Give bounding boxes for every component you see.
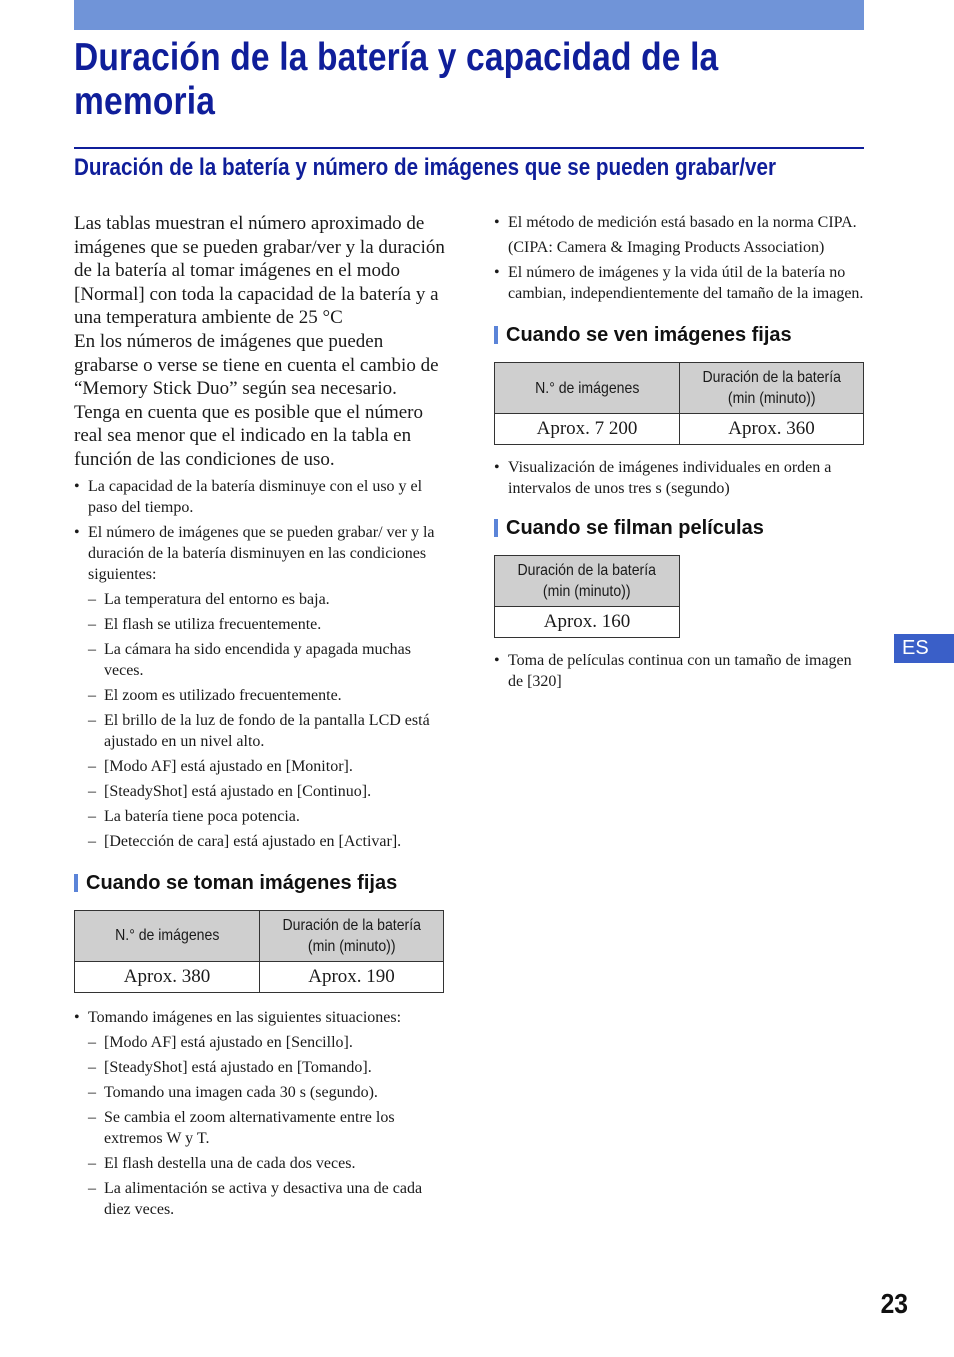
left-column — [74, 212, 446, 1220]
header-color-bar — [74, 0, 864, 30]
list-item: – La cámara ha sido encendida y apagada muchas veces. — [74, 639, 446, 681]
right-column — [494, 212, 864, 692]
heading-marker — [494, 326, 498, 344]
language-tab: ES — [894, 634, 954, 663]
playback-notes — [494, 457, 864, 499]
still-capture-table — [74, 910, 444, 993]
still-capture-notes — [74, 1007, 446, 1220]
still-capture-heading — [74, 870, 446, 896]
page-title: Duración de la batería y capacidad de la memoria — [74, 36, 719, 123]
table-header: Duración de la batería (min (minuto)) — [495, 556, 680, 607]
list-item: – El flash se utiliza frecuentemente. — [74, 614, 446, 635]
playback-heading — [494, 322, 864, 348]
intro-paragraph: Las tablas muestran el número aproximado de imágenes que se pueden grabar/ver y la duración de la batería al tomar imágenes en el modo [Normal] con toda la capacidad de la batería y a una temperatura ambiente de 25 °C — [74, 213, 445, 329]
intro-paragraph: En los números de imágenes que pueden grabarse o verse se tiene en cuenta el cambio de “Memory Stick Duo” según sea necesario. — [74, 330, 439, 400]
list-item: – [Modo AF] está ajustado en [Monitor]. — [74, 756, 446, 777]
list-item: • El método de medición está basado en la norma CIPA. — [494, 212, 864, 233]
list-item: – [SteadyShot] está ajustado en [Continuo]. — [74, 781, 446, 802]
list-item: • La capacidad de la batería disminuye con el uso y el paso del tiempo. — [74, 476, 446, 518]
list-item: – El flash destella una de cada dos veces. — [74, 1153, 446, 1174]
table-header: Duración de la batería (min (minuto)) — [680, 363, 864, 414]
playback-table — [494, 362, 864, 445]
title-rule — [74, 147, 864, 149]
list-item: – La temperatura del entorno es baja. — [74, 589, 446, 610]
list-item: • Toma de películas continua con un tamaño de imagen de [320] — [494, 650, 864, 692]
still-capture-heading-label: Cuando se toman imágenes fijas — [86, 871, 398, 894]
intro-text — [74, 212, 446, 472]
list-item: • El número de imágenes que se pueden grabar/ ver y la duración de la batería disminuyen en las condiciones siguientes: — [74, 522, 446, 585]
notes-list — [74, 476, 446, 852]
measurement-notes — [494, 212, 864, 304]
list-item: – Tomando una imagen cada 30 s (segundo). — [74, 1082, 446, 1103]
movie-heading — [494, 515, 864, 541]
table-cell: Aprox. 360 — [680, 414, 864, 445]
page-number: 23 — [880, 1288, 908, 1319]
list-item: – [SteadyShot] está ajustado en [Tomando]. — [74, 1057, 446, 1078]
heading-marker — [494, 519, 498, 537]
list-item: (CIPA: Camera & Imaging Products Association) — [508, 239, 825, 256]
list-item: – [Modo AF] está ajustado en [Sencillo]. — [74, 1032, 446, 1053]
list-item: – La alimentación se activa y desactiva una de cada diez veces. — [74, 1178, 446, 1220]
table-cell: Aprox. 380 — [75, 961, 260, 992]
table-header: N.° de imágenes — [75, 910, 260, 961]
section-title: Duración de la batería y número de imágenes que se pueden grabar/ver — [74, 154, 777, 181]
list-item: • Visualización de imágenes individuales en orden a intervalos de unos tres s (segundo) — [494, 457, 864, 499]
movie-notes — [494, 650, 864, 692]
table-cell: Aprox. 190 — [260, 961, 444, 992]
table-cell: Aprox. 7 200 — [495, 414, 680, 445]
movie-heading-label: Cuando se filman películas — [506, 517, 764, 539]
list-item: – [Detección de cara] está ajustado en [Activar]. — [74, 831, 446, 852]
playback-heading-label: Cuando se ven imágenes fijas — [506, 324, 792, 346]
list-item: – El brillo de la luz de fondo de la pantalla LCD está ajustado en un nivel alto. — [74, 710, 446, 752]
table-header: Duración de la batería (min (minuto)) — [260, 910, 444, 961]
intro-paragraph: Tenga en cuenta que es posible que el número real sea menor que el indicado en la tabla en función de las condiciones de uso. — [74, 401, 423, 470]
heading-marker — [74, 874, 78, 892]
table-cell: Aprox. 160 — [495, 607, 680, 638]
list-item: • El número de imágenes y la vida útil de la batería no cambian, independientemente del tamaño de la imagen. — [494, 262, 864, 304]
list-item: – El zoom es utilizado frecuentemente. — [74, 685, 446, 706]
list-item: – Se cambia el zoom alternativamente entre los extremos W y T. — [74, 1107, 446, 1149]
list-item: • Tomando imágenes en las siguientes situaciones: — [74, 1007, 446, 1028]
movie-table — [494, 555, 680, 638]
table-header: N.° de imágenes — [495, 363, 680, 414]
list-item: – La batería tiene poca potencia. — [74, 806, 446, 827]
